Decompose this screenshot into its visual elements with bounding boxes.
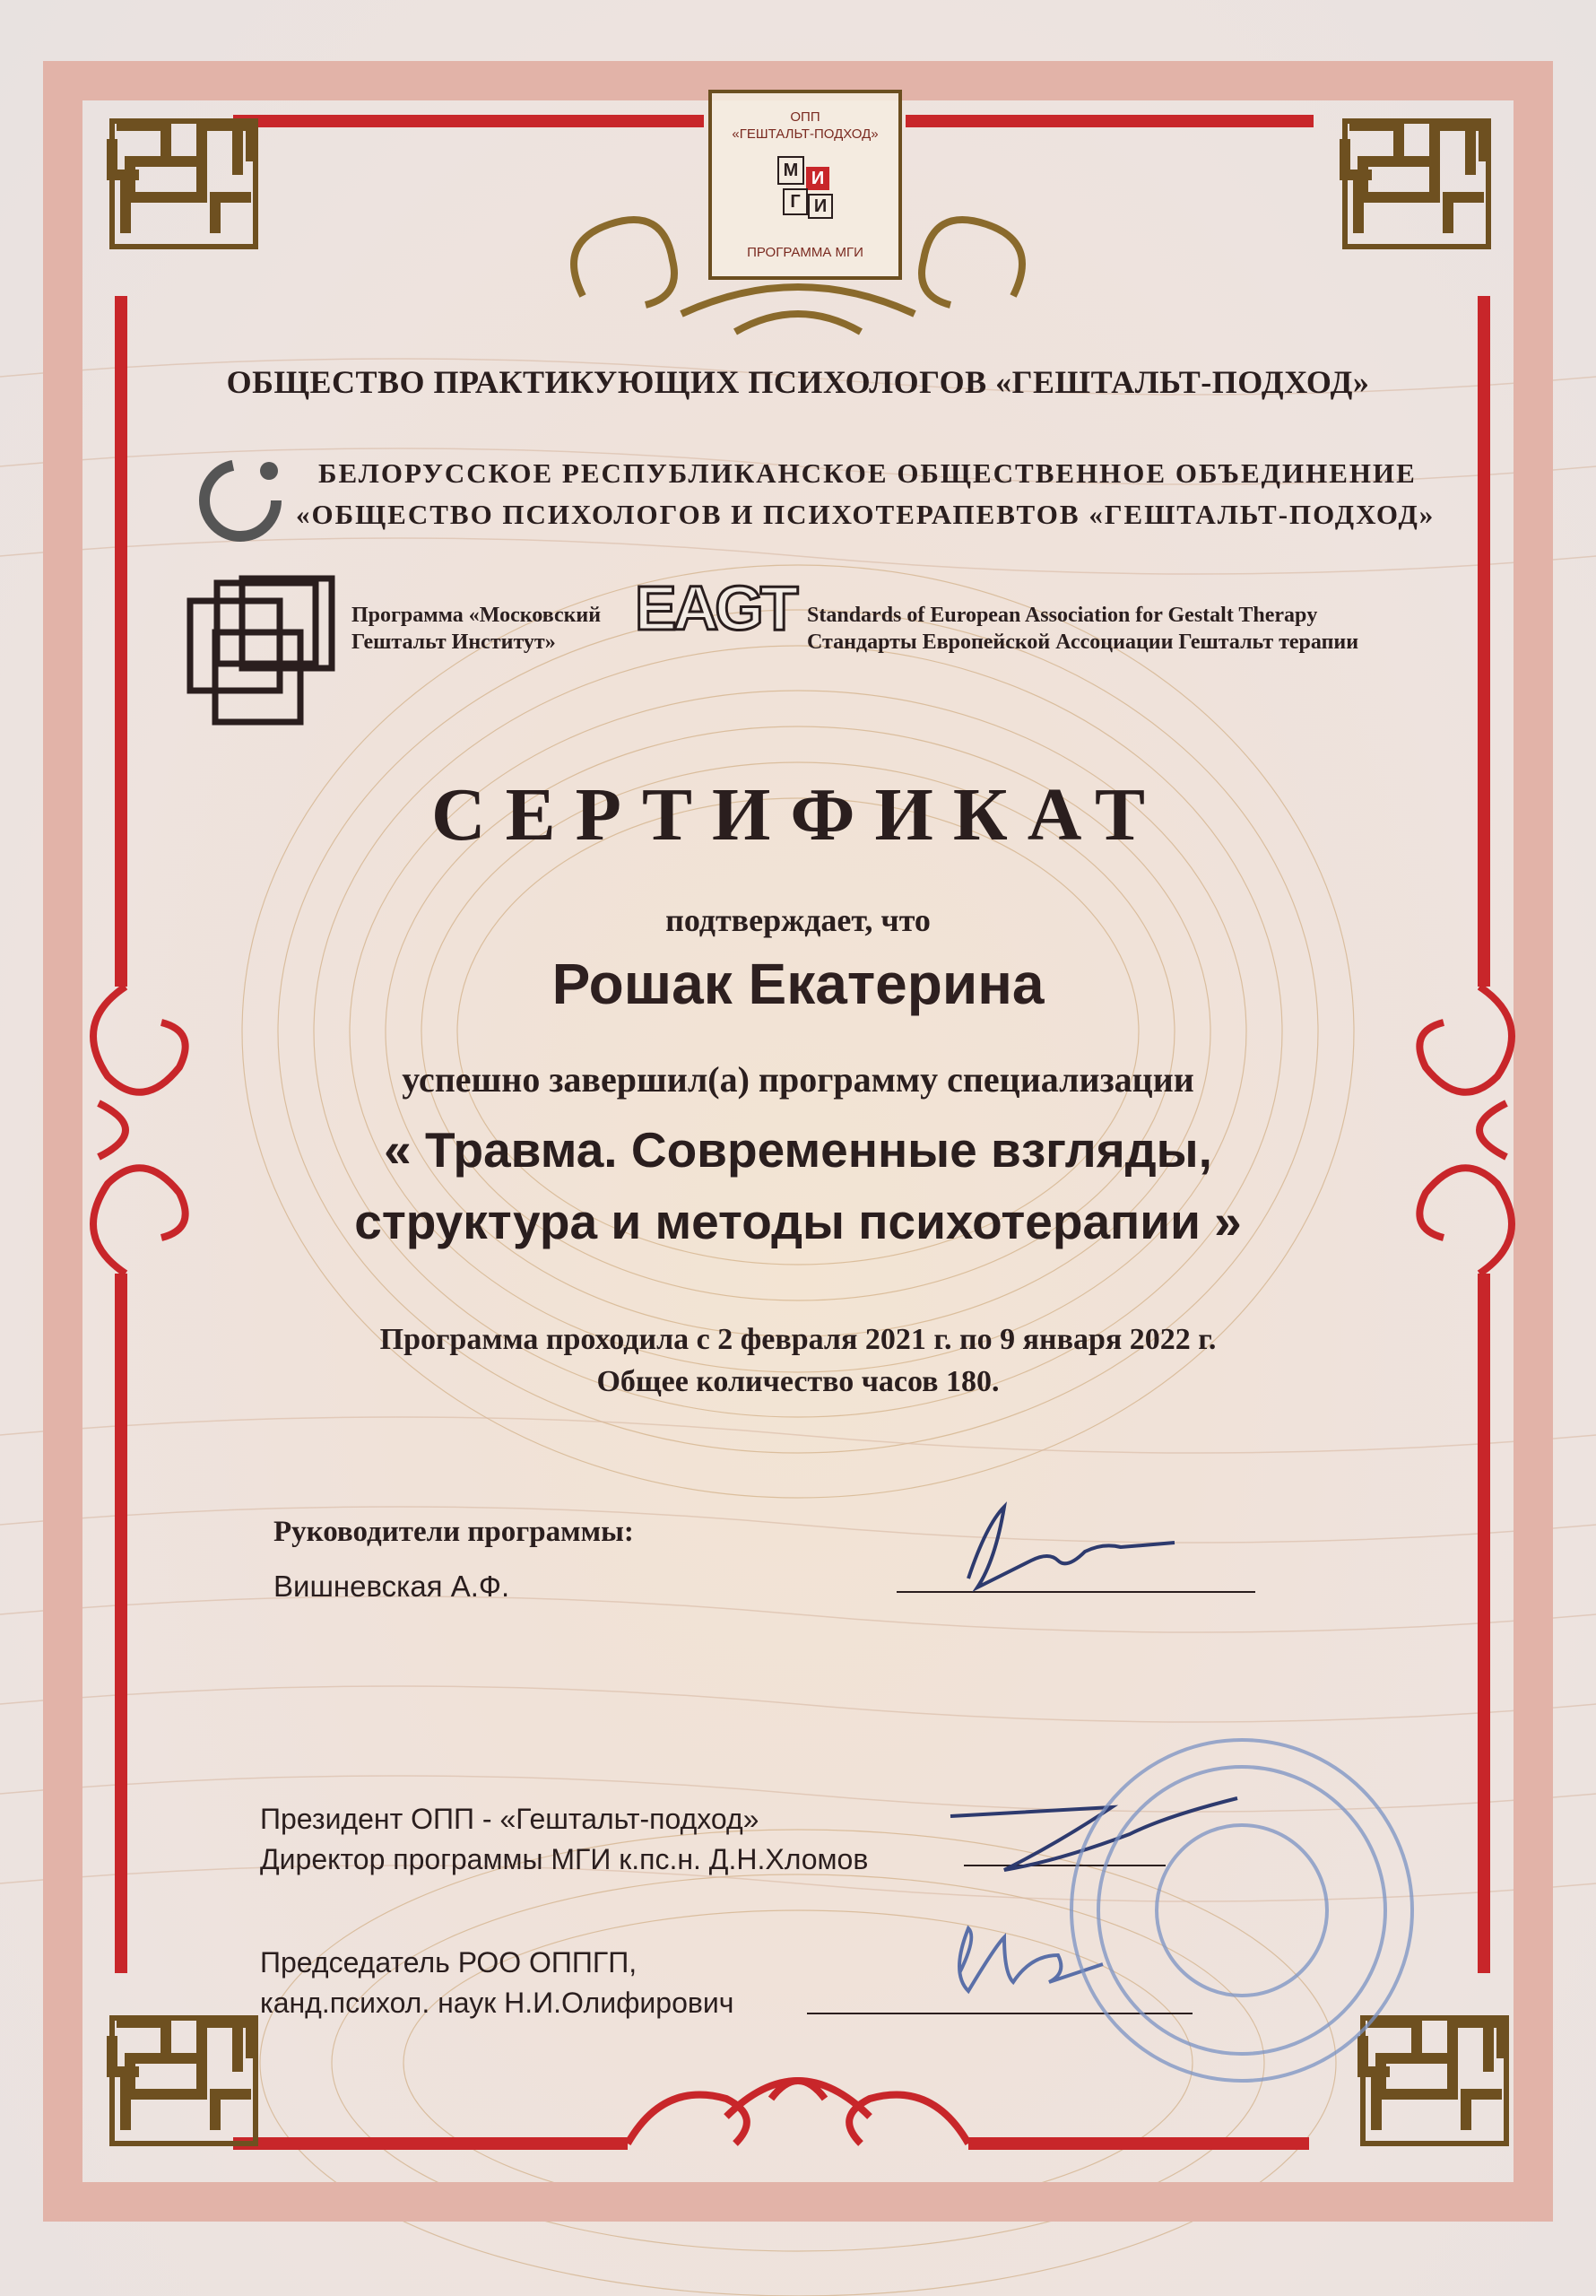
corner-ornament-bottom-left <box>112 2018 256 2144</box>
corner-ornament-top-left <box>112 121 256 247</box>
chair-name: канд.психол. наук Н.И.Олифирович <box>260 1987 734 2019</box>
organization-name-main: ОБЩЕСТВО ПРАКТИКУЮЩИХ ПСИХОЛОГОВ «ГЕШТАЛЬТ-ПОДХОД» <box>226 364 1370 400</box>
signature-khlomov <box>950 1798 1237 1870</box>
eagt-standards-line-2: Стандарты Европейской Ассоциации Гештальт терапии <box>807 631 1359 654</box>
chair-title: Председатель РОО ОППГП, <box>260 1946 638 1979</box>
corner-ornament-bottom-right <box>1363 2018 1506 2144</box>
organization-name-by-line-2: «ОБЩЕСТВО ПСИХОЛОГОВ И ПСИХОТЕРАПЕВТОВ «ГЕШТАЛЬТ-ПОДХОД» <box>296 499 1436 530</box>
mgi-program-line-1: Программа «Московский <box>351 604 602 627</box>
badge-letter-i-top: И <box>806 167 829 190</box>
gestalt-approach-logo <box>204 462 278 536</box>
certificate-title: СЕРТИФИКАТ <box>430 773 1166 857</box>
confirms-text: подтверждает, что <box>665 902 931 938</box>
program-leader-name: Вишневская А.Ф. <box>273 1570 510 1603</box>
badge-line-3: ПРОГРАММА МГИ <box>747 245 863 260</box>
official-stamp <box>1071 1740 1412 2081</box>
badge-letter-g: Г <box>783 188 808 215</box>
president-title: Президент ОПП - «Гештальт-подход» <box>260 1803 759 1835</box>
badge-letter-m: М <box>777 156 804 185</box>
badge-line-2: «ГЕШТАЛЬТ-ПОДХОД» <box>732 126 879 142</box>
badge-letter-i-bottom: И <box>808 194 833 219</box>
program-leaders-heading: Руководители программы: <box>273 1516 634 1548</box>
program-badge <box>708 90 902 280</box>
signature-lines <box>807 1592 1255 2013</box>
program-title-line-1: « Травма. Современные взгляды, <box>384 1122 1212 1178</box>
recipient-name: Рошак Екатерина <box>551 952 1045 1016</box>
program-hours: Общее количество часов 180. <box>596 1365 1000 1398</box>
program-dates: Программа проходила с 2 февраля 2021 г. по 9 января 2022 г. <box>379 1323 1217 1356</box>
signature-olifirovich <box>959 1928 1103 1991</box>
mgi-squares-logo <box>190 578 332 722</box>
corner-ornament-top-right <box>1345 121 1488 247</box>
program-title-line-2: структура и методы психотерапии » <box>354 1194 1242 1249</box>
completion-text: успешно завершил(а) программу специализации <box>402 1059 1194 1100</box>
eagt-logo: EAGT <box>635 573 795 643</box>
signature-vishnevskaya <box>968 1507 1175 1587</box>
eagt-standards-line-1: Standards of European Association for Gestalt Therapy <box>807 604 1318 627</box>
badge-line-1: ОПП <box>790 109 820 125</box>
bottom-scroll-ornament <box>628 2081 968 2144</box>
program-director-title: Директор программы МГИ к.пс.н. Д.Н.Хломов <box>260 1843 869 1875</box>
badge-letter-grid <box>774 154 837 217</box>
mgi-program-line-2: Гештальт Институт» <box>351 631 556 654</box>
organization-name-by-line-1: БЕЛОРУССКОЕ РЕСПУБЛИКАНСКОЕ ОБЩЕСТВЕННОЕ ОБЪЕДИНЕНИЕ <box>318 457 1417 489</box>
